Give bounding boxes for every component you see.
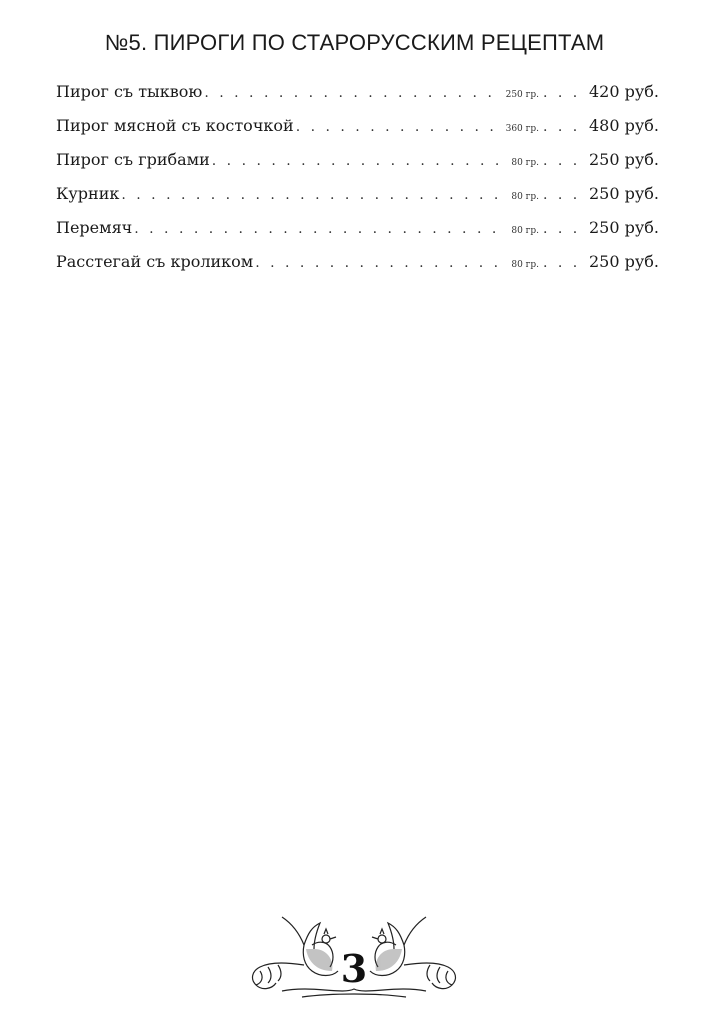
leader-dots	[543, 153, 587, 169]
leader-dots	[204, 85, 501, 101]
menu-item-name: Пирог съ тыквою	[56, 82, 203, 101]
menu-item-price: 420 руб.	[589, 82, 659, 101]
menu-item	[56, 116, 659, 150]
menu-item	[56, 218, 659, 252]
leader-dots	[543, 255, 587, 271]
menu-item-price: 250 руб.	[589, 184, 659, 203]
leader-dots	[543, 187, 587, 203]
two-birds-ornament-icon	[242, 905, 466, 1005]
menu-item-price: 250 руб.	[589, 218, 659, 237]
leader-dots	[296, 119, 502, 135]
menu-item-weight: 80 гр.	[511, 158, 539, 168]
menu-item-name: Курник	[56, 184, 120, 203]
leader-dots	[121, 187, 507, 203]
menu-item-price: 250 руб.	[589, 252, 659, 271]
menu-item-weight: 360 гр.	[505, 124, 539, 134]
menu-item-price: 480 руб.	[589, 116, 659, 135]
menu-item-price: 250 руб.	[589, 150, 659, 169]
page-number: 3	[340, 946, 368, 991]
menu-item-name: Пирог съ грибами	[56, 150, 210, 169]
section-title: №5. ПИРОГИ ПО СТАРОРУССКИМ РЕЦЕПТАМ	[104, 30, 605, 55]
menu-item-weight: 80 гр.	[511, 260, 539, 270]
menu-item-weight: 80 гр.	[511, 226, 539, 236]
menu-list	[56, 82, 659, 286]
menu-item-weight: 250 гр.	[505, 90, 539, 100]
menu-item	[56, 252, 659, 286]
menu-item	[56, 150, 659, 184]
leader-dots	[134, 221, 507, 237]
menu-item-name: Пирог мясной съ косточкой	[56, 116, 294, 135]
menu-item	[56, 82, 659, 116]
leader-dots	[212, 153, 508, 169]
menu-item-name: Перемяч	[56, 218, 133, 237]
menu-item	[56, 184, 659, 218]
leader-dots	[543, 221, 587, 237]
menu-item-name: Расстегай съ кроликом	[56, 252, 254, 271]
menu-item-weight: 80 гр.	[511, 192, 539, 202]
leader-dots	[543, 85, 587, 101]
leader-dots	[255, 255, 507, 271]
leader-dots	[543, 119, 587, 135]
